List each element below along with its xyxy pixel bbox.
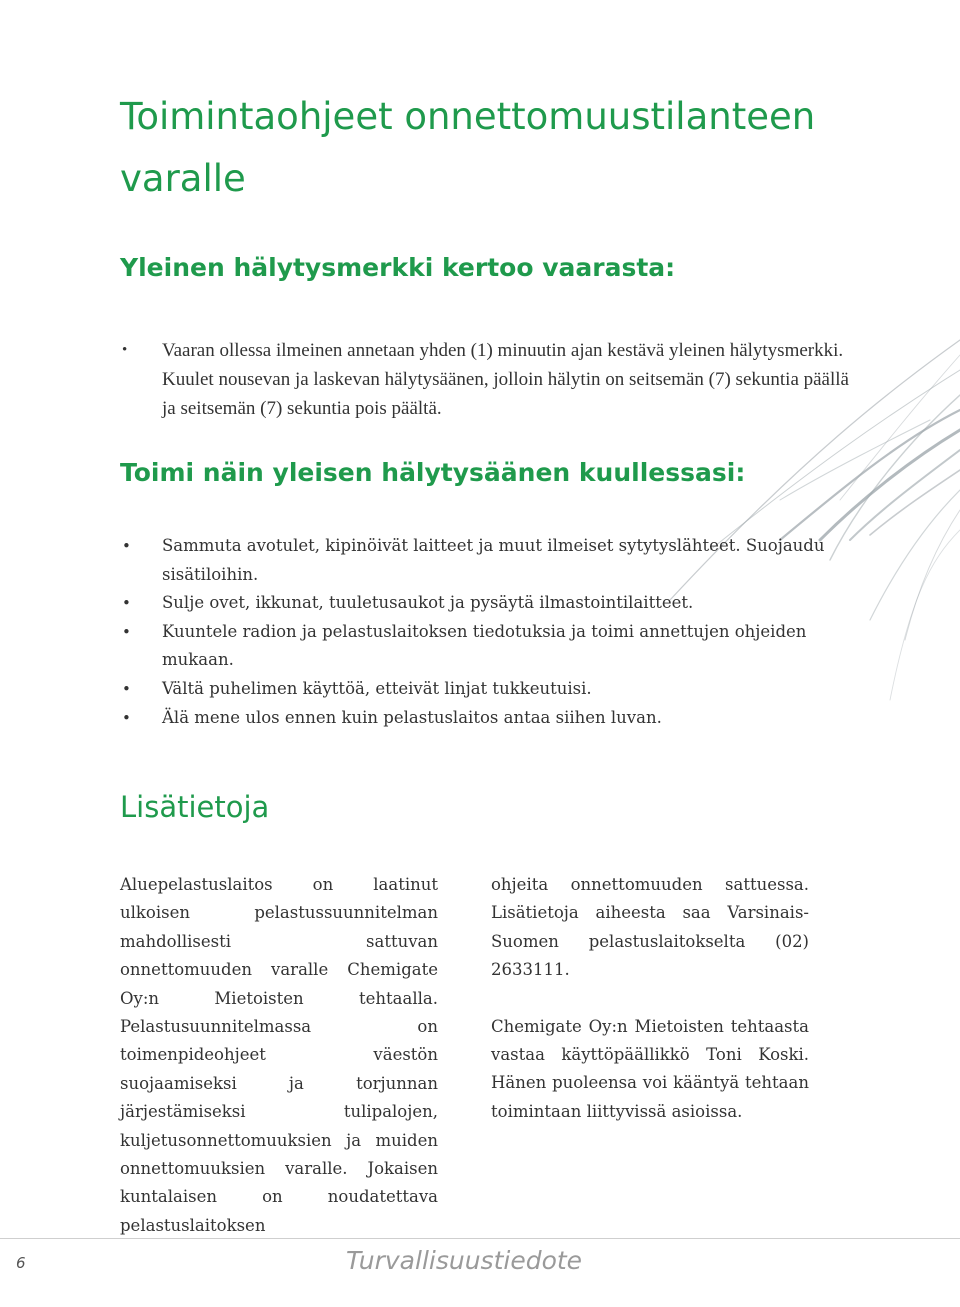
bullet-icon: • <box>122 537 131 555</box>
info-heading: Lisätietoja <box>120 790 270 824</box>
list-item: • Sammuta avotulet, kipinöivät laitteet ja muut ilmeiset sytytyslähteet. Suojaudu sisätiloihin. <box>120 532 860 589</box>
list-item: • Kuuntele radion ja pelastuslaitoksen tiedotuksia ja toimi annettujen ohjeiden mukaan. <box>120 618 860 675</box>
footer-title: Turvallisuustiedote <box>346 1246 583 1275</box>
bullet-icon: • <box>122 622 131 641</box>
section1-heading: Yleinen hälytysmerkki kertoo vaarasta: <box>120 253 676 282</box>
bullet-icon: • <box>122 594 131 613</box>
footer-divider <box>0 1238 960 1239</box>
list-item: • Älä mene ulos ennen kuin pelastuslaitos antaa siihen luvan. <box>120 704 860 733</box>
page-number: 6 <box>16 1254 26 1272</box>
list-item: • Vaaran ollessa ilmeinen annetaan yhden (1) minuutin ajan kestävä yleinen hälytysmerkki. Kuulet nousevan ja laskevan hälytysäänen, jolloin hälytin on seitsemän (7) sekuntia päällä ja seitsemän (7) sekuntia pois päältä. <box>120 336 860 423</box>
info-left-column <box>120 871 438 1240</box>
bullet-icon: • <box>122 342 128 358</box>
section1-list <box>120 336 860 423</box>
bullet-icon: • <box>122 708 131 727</box>
info-right-column <box>491 871 809 1126</box>
section2-list <box>120 532 860 732</box>
section2-heading: Toimi näin yleisen hälytysäänen kuullessasi: <box>120 458 746 487</box>
info-left-paragraph: Aluepelastuslaitos on laatinut ulkoisen pelastussuunnitelman mahdollisesti sattuvan onnettomuuden varalle Chemigate Oy:n Mietoisten tehtaalla. Pelastusuunnitelmassa on toimenpideohjeet väestön suojaamiseksi ja torjunnan järjestämiseksi tulipalojen, kuljetusonnettomuuksien ja muiden onnettomuuksien varalle. Jokaisen kuntalaisen on noudatettava pelastuslaitoksen <box>120 875 438 1235</box>
info-right-paragraph-2: Chemigate Oy:n Mietoisten tehtaasta vastaa käyttöpäällikkö Toni Koski. Hänen puoleensa voi kääntyä tehtaan toimintaan liittyvissä asioissa. <box>491 1016 809 1121</box>
bullet-icon: • <box>122 679 131 698</box>
list-item: • Vältä puhelimen käyttöä, etteivät linjat tukkeutuisi. <box>120 675 860 704</box>
list-item: • Sulje ovet, ikkunat, tuuletusaukot ja pysäytä ilmastointilaitteet. <box>120 589 860 618</box>
page-title-line-2: varalle <box>120 157 246 200</box>
page-title <box>120 86 840 210</box>
page-title-line-1: Toimintaohjeet onnettomuustilanteen <box>120 95 816 138</box>
info-right-paragraph-1: ohjeita onnettomuuden sattuessa. Lisätietoja aiheesta saa Varsinais-Suomen pelastuslaitokselta (02) 2633111. <box>491 875 809 980</box>
